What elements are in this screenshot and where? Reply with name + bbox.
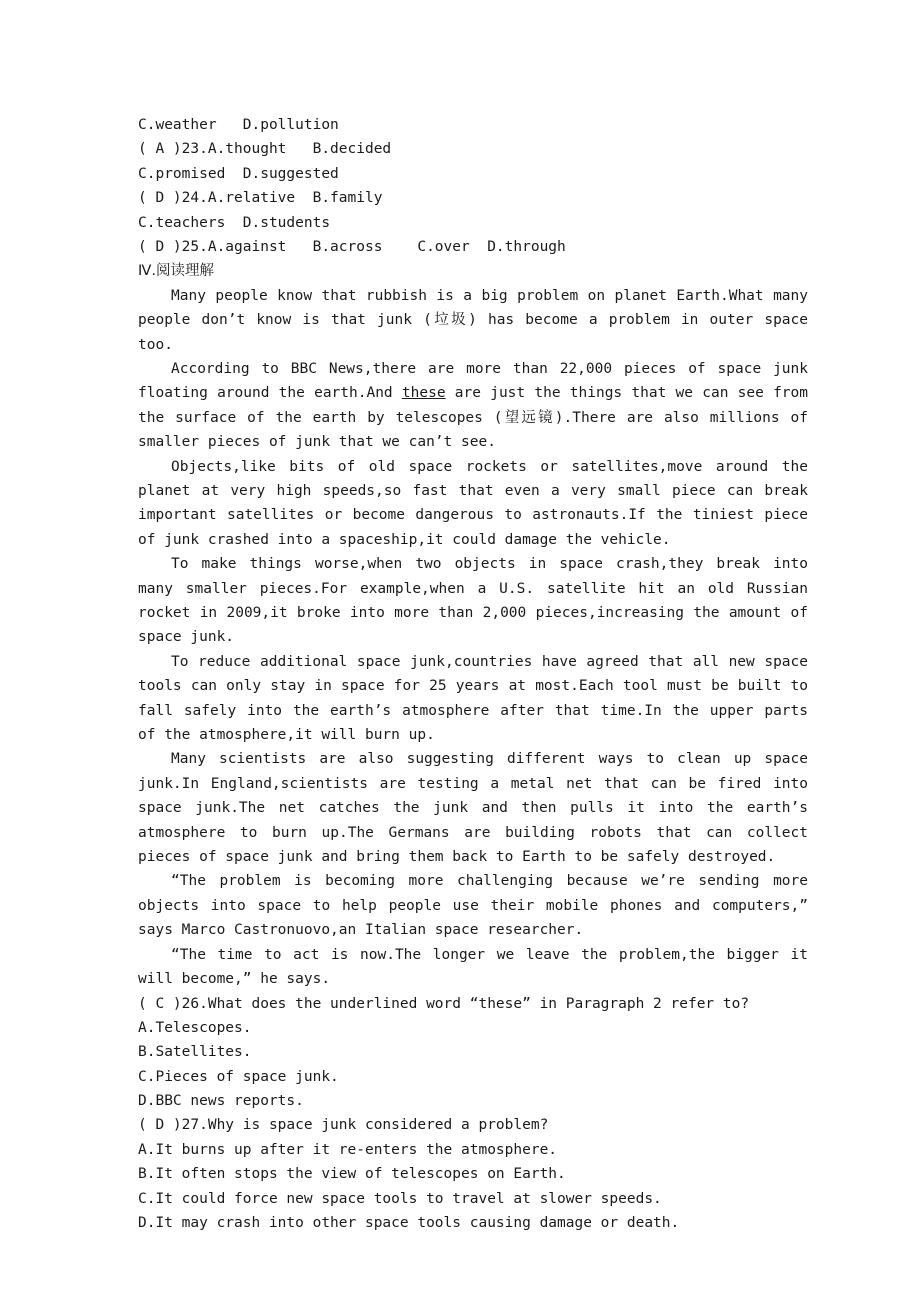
question-option: D.It may crash into other space tools causing damage or death. <box>138 1215 680 1232</box>
passage-paragraph-5: To reduce additional space junk,countries have agreed that all new space tools can only stay in space for 25 years at most.Each tool must be built to fall safely into the earth’s atmosphere after that time.In the upper parts of the atmosphere,it will burn up. <box>138 653 808 744</box>
passage-paragraph-2-end: are just the things that we can see from the surface of the earth by telescopes (望远镜).There are also millions of smaller pieces of junk that we can’t see. <box>138 385 808 451</box>
question-option: C.It could force new space tools to travel at slower speeds. <box>138 1190 662 1207</box>
question-option: C.Pieces of space junk. <box>138 1068 339 1085</box>
cloze-line: C.promised D.suggested <box>138 165 339 182</box>
worksheet-page <box>138 113 808 1235</box>
passage-paragraph-4: To make things worse,when two objects in space crash,they break into many smaller pieces.For example,when a U.S. satellite hit an old Russian rocket in 2009,it broke into more than 2,000 pieces,increasing the amount of space junk. <box>138 556 808 646</box>
passage-paragraph-8: “The time to act is now.The longer we leave the problem,the bigger it will become,” he says. <box>138 946 808 988</box>
underlined-word: these <box>401 385 446 402</box>
question-27 <box>138 1113 808 1235</box>
passage-paragraph-7: “The problem is becoming more challenging because we’re sending more objects into space to help people use their mobile phones and computers,” says Marco Castronuovo,an Italian space researcher. <box>138 873 808 939</box>
question-stem: ( C )26.What does the underlined word “these” in Paragraph 2 refer to? <box>138 995 750 1012</box>
cloze-options-tail <box>138 113 808 259</box>
question-option: B.It often stops the view of telescopes on Earth. <box>138 1166 566 1183</box>
section-title: Ⅳ.阅读理解 <box>138 263 214 280</box>
question-option: D.BBC news reports. <box>138 1093 304 1110</box>
cloze-line: ( D )24.A.relative B.family <box>138 190 383 207</box>
question-26 <box>138 992 808 1114</box>
passage-paragraph-3: Objects,like bits of old space rockets or satellites,move around the planet at very high speeds,so fast that even a very small piece can break important satellites or become dangerous to astronauts.If the tiniest piece of junk crashed into a spaceship,it could damage the vehicle. <box>138 458 808 548</box>
passage-paragraph-2 <box>138 357 808 455</box>
question-option: A.Telescopes. <box>138 1019 252 1036</box>
cloze-line: C.weather D.pollution <box>138 117 339 133</box>
passage-paragraph-2-start: According to BBC News,there are more than 22,000 pieces of space junk floating around the earth.And <box>138 360 808 402</box>
passage-paragraph-1: Many people know that rubbish is a big problem on planet Earth.What many people don’t know is that junk (垃圾) has become a problem in outer space too. <box>138 287 808 353</box>
passage-paragraph-6: Many scientists are also suggesting different ways to clean up space junk.In England,scientists are testing a metal net that can be fired into space junk.The net catches the junk and then pulls it into the earth’s atmosphere to burn up.The Germans are building robots that can collect pieces of space junk and bring them back to Earth to be safely destroyed. <box>138 751 808 866</box>
cloze-line: C.teachers D.students <box>138 214 331 231</box>
question-option: A.It burns up after it re-enters the atmosphere. <box>138 1141 558 1158</box>
reading-passage <box>138 284 808 992</box>
question-option: B.Satellites. <box>138 1044 252 1061</box>
cloze-line: ( A )23.A.thought B.decided <box>138 141 392 158</box>
question-stem: ( D )27.Why is space junk considered a problem? <box>138 1117 549 1134</box>
cloze-line: ( D )25.A.against B.across C.over D.through <box>138 238 566 255</box>
